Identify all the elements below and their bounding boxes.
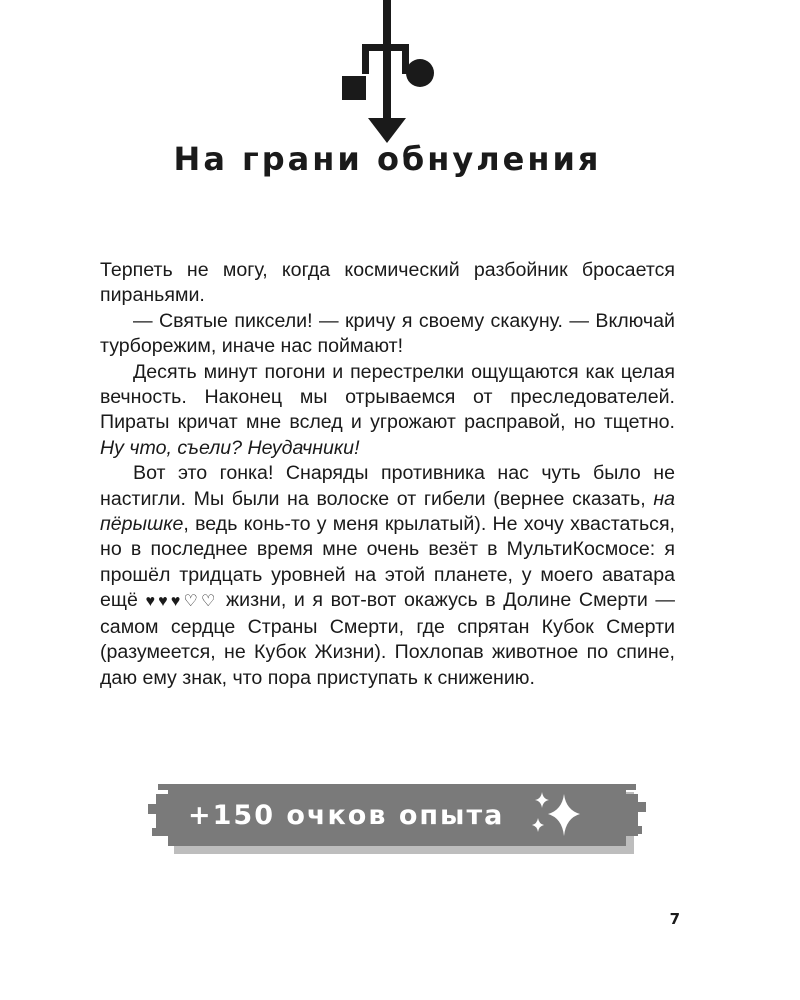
text-run: Десять минут погони и перестрелки ощущаются как целая вечность. Наконец мы отрываемся от преследователей. Пираты кричат мне вслед и угрожают расправой, но тщетно.	[100, 360, 675, 434]
text-run: Вот это гонка! Снаряды противника нас чуть было не настигли. Мы были на волоске от гибели (вернее сказать,	[100, 462, 675, 510]
body-text	[100, 258, 675, 691]
pixel-edge	[158, 784, 168, 790]
sparkles-icon	[528, 790, 584, 840]
usb-icon	[338, 0, 438, 150]
italic-run: Ну что, съели? Неудачники!	[100, 436, 360, 459]
page-number: 7	[669, 910, 680, 928]
paragraph-3	[100, 360, 675, 462]
pixel-edge	[634, 826, 642, 834]
pixel-edge	[626, 784, 636, 790]
text-run: жизни, и я вот-вот окажусь в Долине Смерти — самом сердце Страны Смерти, где спрятан Кубок Смерти (разумеется, не Кубок Жизни). Похлопав животное по спине, даю ему знак, что пора приступать к снижению.	[100, 589, 676, 689]
dialogue-line: — Святые пиксели! — кричу я своему скакуну. —	[133, 309, 589, 332]
pixel-edge	[148, 804, 156, 814]
pixel-edge	[638, 802, 646, 812]
paragraph-1: Терпеть не могу, когда космический разбойник бросается пираньями.	[100, 259, 675, 307]
paragraph-2	[100, 309, 675, 360]
chapter-title: На грани обнуления	[173, 140, 602, 178]
dialogue-line: Включай турборежим, иначе нас поймают!	[100, 309, 675, 358]
italic-run: на пёрышке	[100, 487, 675, 536]
pixel-edge	[152, 828, 160, 836]
xp-label: +150 очков опыта	[188, 800, 505, 831]
paragraph-4	[100, 461, 675, 691]
text-run: , ведь конь-то у меня крылатый). Не хочу хвастаться, но в последнее время мне очень везёт в МультиКосмосе: я прошёл тридцать уровней на этой планете, у моего аватара ещё	[100, 513, 675, 612]
hearts-icon: ♥♥♥♡♡	[145, 593, 219, 611]
xp-banner	[148, 780, 648, 860]
